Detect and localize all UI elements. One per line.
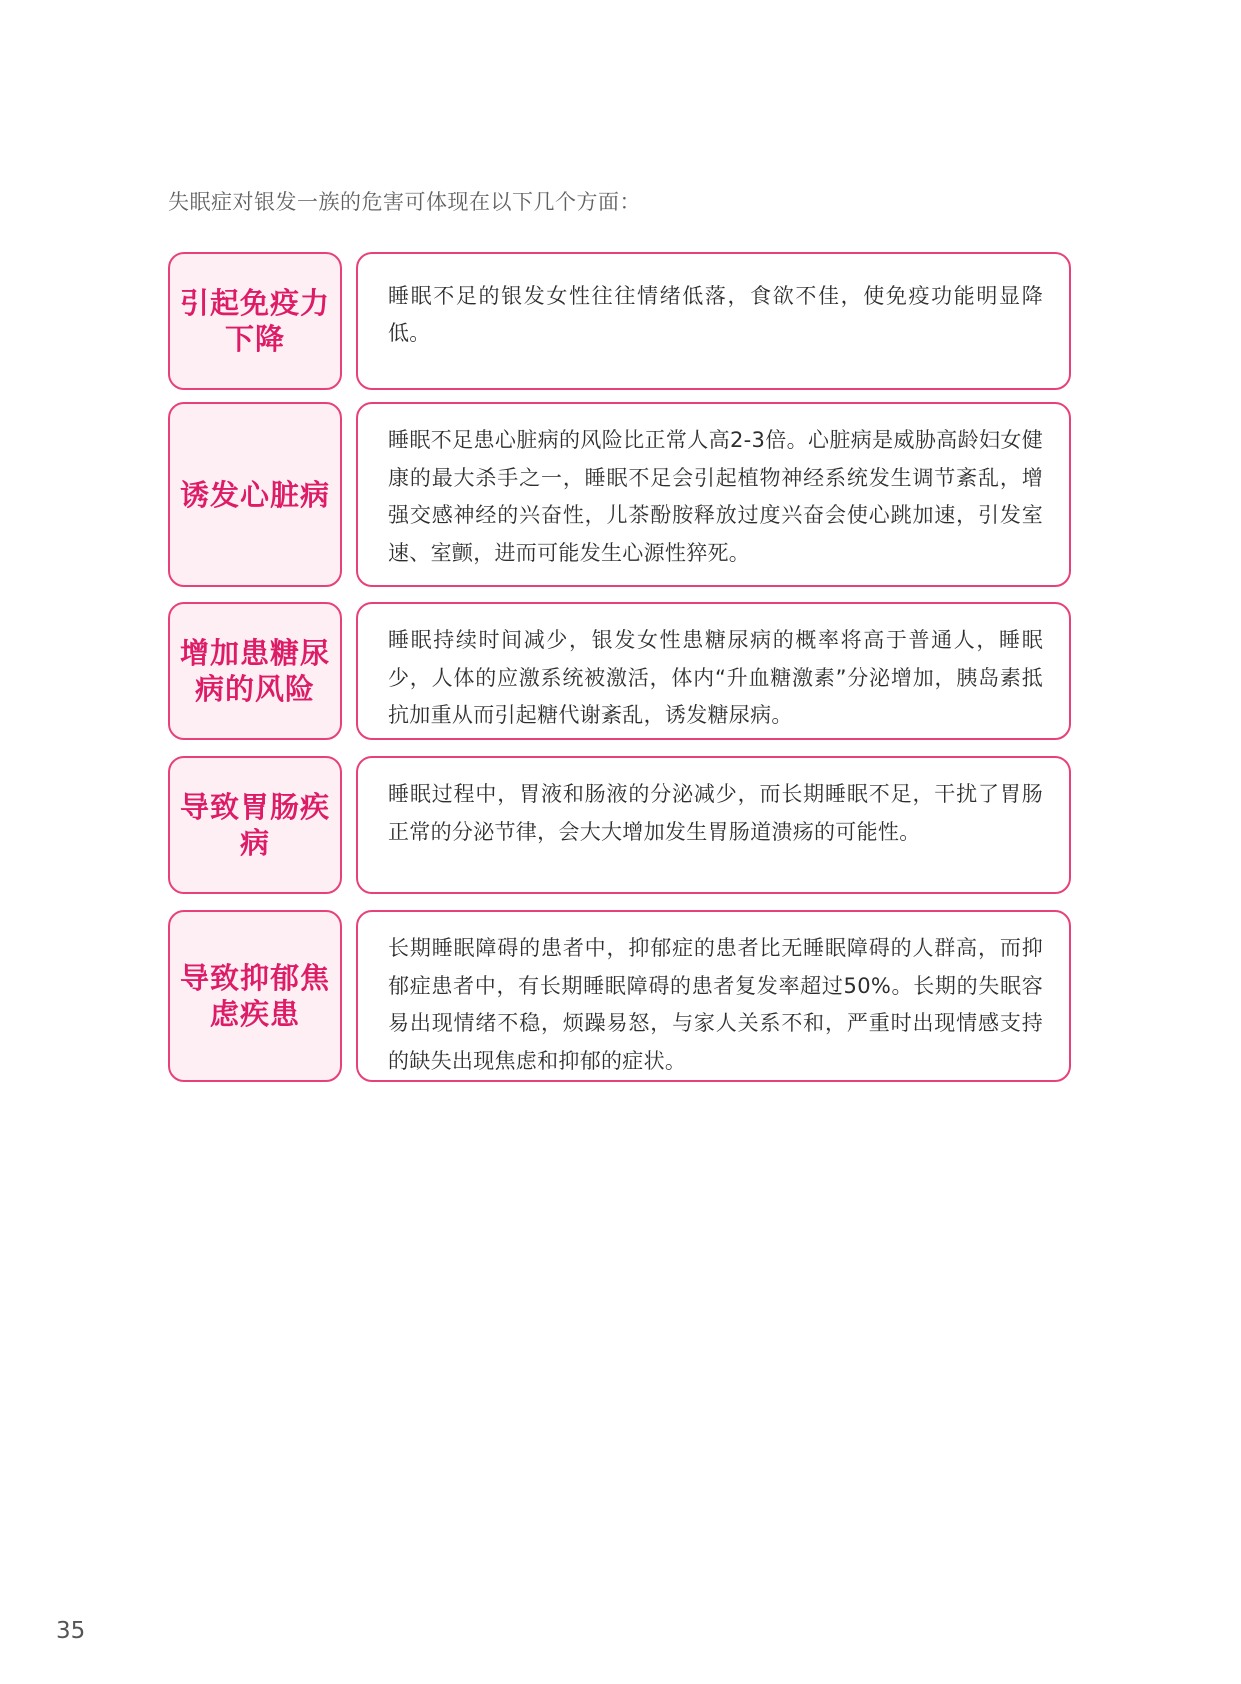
harm-title: 导致抑郁焦虑疾患 <box>180 961 331 1031</box>
harm-title-card <box>168 910 342 1082</box>
harm-description: 睡眠持续时间减少，银发女性患糖尿病的概率将高于普通人，睡眠少，人体的应激系统被激活，体内“升血糖激素”分泌增加，胰岛素抵抗加重从而引起糖代谢紊乱，诱发糖尿病。 <box>388 628 1043 727</box>
harm-title-card <box>168 756 342 894</box>
intro-text: 失眠症对银发一族的危害可体现在以下几个方面： <box>168 190 641 214</box>
harm-description: 长期睡眠障碍的患者中，抑郁症的患者比无睡眠障碍的人群高，而抑郁症患者中，有长期睡眠障碍的患者复发率超过50%。长期的失眠容易出现情绪不稳，烦躁易怒，与家人关系不和，严重时出现情感支持的缺失出现焦虑和抑郁的症状。 <box>388 936 1043 1073</box>
harm-title-card <box>168 602 342 740</box>
harm-description-card <box>356 252 1071 390</box>
harm-description-card <box>356 910 1071 1082</box>
harm-title-card <box>168 402 342 587</box>
harm-title: 引起免疫力下降 <box>180 286 331 356</box>
harm-description: 睡眠不足的银发女性往往情绪低落，食欲不佳，使免疫功能明显降低。 <box>388 283 1043 345</box>
harm-title-card <box>168 252 342 390</box>
harm-description-card <box>356 756 1071 894</box>
harm-description: 睡眠不足患心脏病的风险比正常人高2-3倍。心脏病是威胁高龄妇女健康的最大杀手之一，睡眠不足会引起植物神经系统发生调节紊乱，增强交感神经的兴奋性，儿茶酚胺释放过度兴奋会使心跳加速，引发室速、室颤，进而可能发生心源性猝死。 <box>388 428 1043 565</box>
harm-description-card <box>356 602 1071 740</box>
harm-title: 诱发心脏病 <box>180 477 331 512</box>
harm-title: 增加患糖尿病的风险 <box>180 636 331 706</box>
harm-description: 睡眠过程中，胃液和肠液的分泌减少，而长期睡眠不足，干扰了胃肠正常的分泌节律，会大大增加发生胃肠道溃疡的可能性。 <box>388 782 1043 844</box>
harm-title: 导致胃肠疾病 <box>180 790 331 860</box>
page-number: 35 <box>56 1618 86 1644</box>
harm-description-card <box>356 402 1071 587</box>
